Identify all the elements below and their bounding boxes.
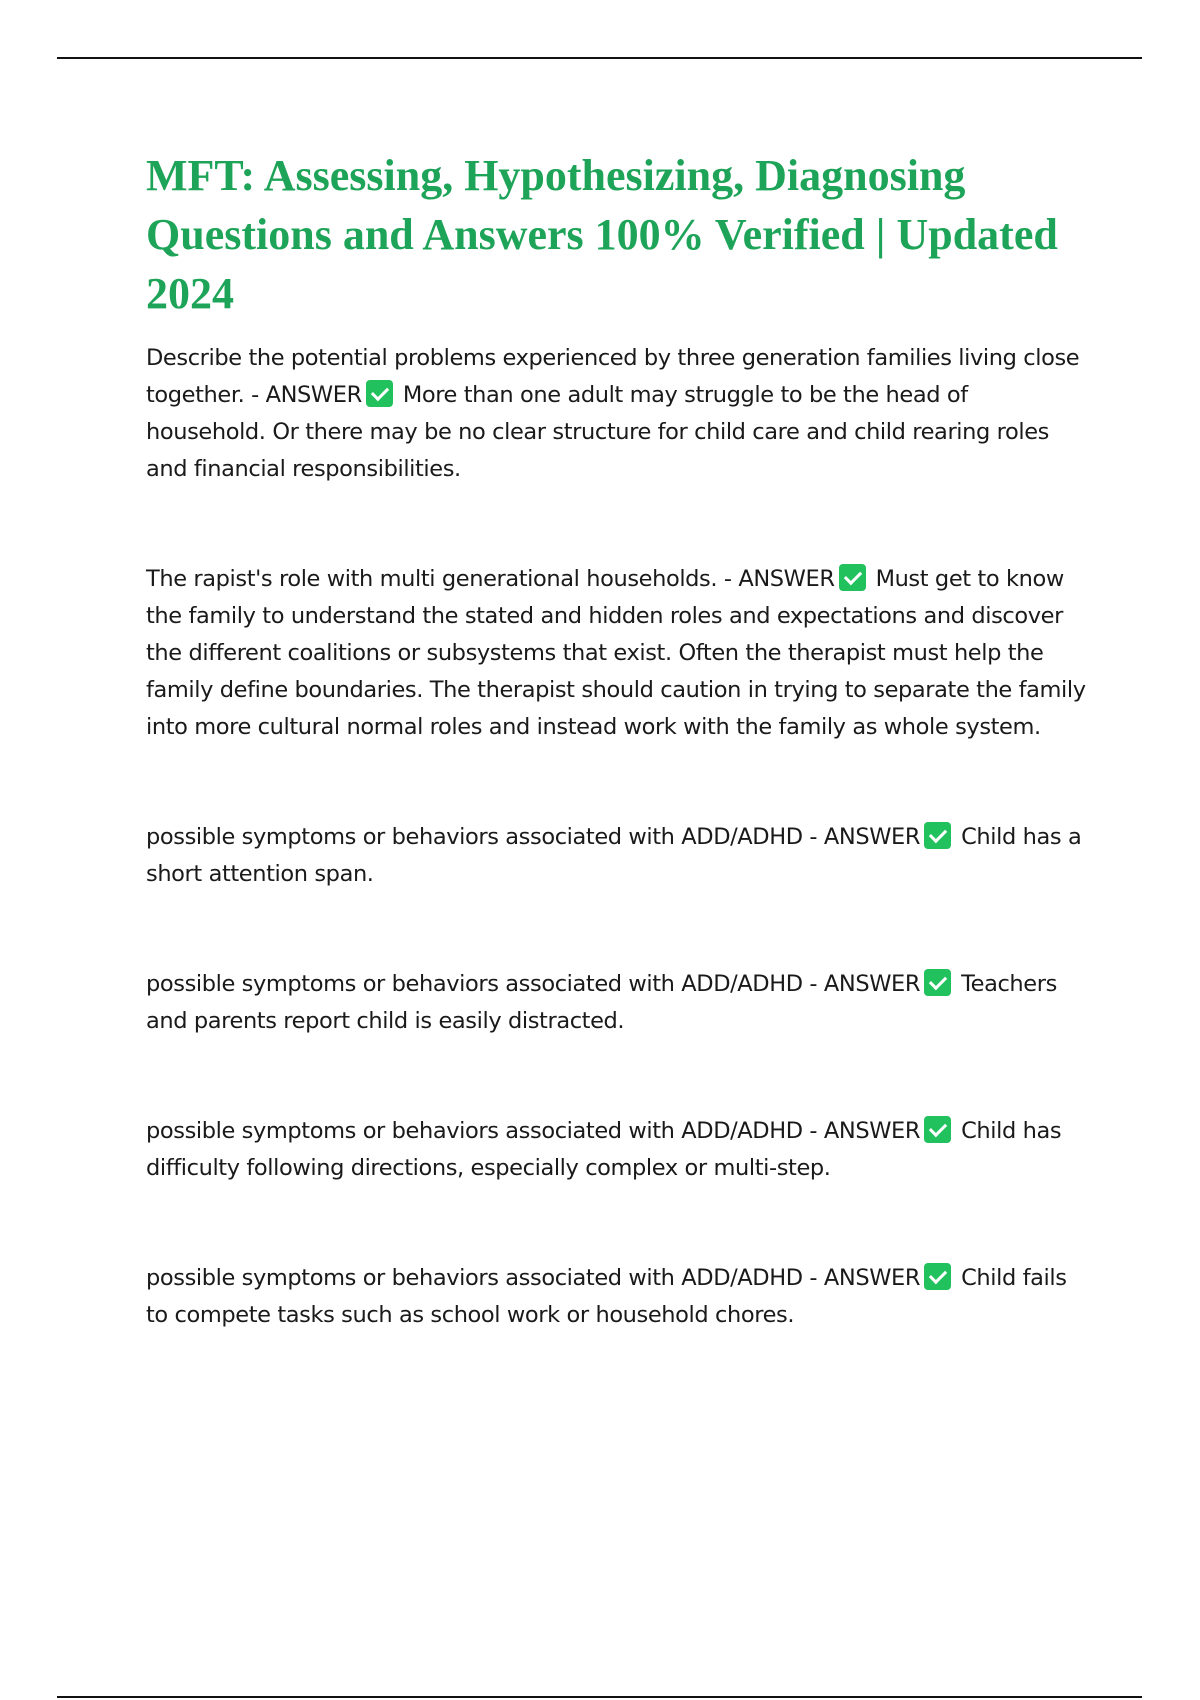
answer-text: Teachers and parents report child is easily distracted. xyxy=(146,971,1057,1034)
question-text: Describe the potential problems experienced by three generation families living close together. - ANSWER xyxy=(146,345,1080,408)
qa-entry xyxy=(146,966,1086,1040)
check-mark-icon xyxy=(924,822,951,849)
qa-entry xyxy=(146,1260,1086,1334)
answer-text: More than one adult may struggle to be the head of household. Or there may be no clear structure for child care and child rearing roles and financial responsibilities. xyxy=(146,382,1049,482)
check-mark-icon xyxy=(839,564,866,591)
question-text: possible symptoms or behaviors associated with ADD/ADHD - ANSWER xyxy=(146,824,921,850)
qa-entry xyxy=(146,340,1086,488)
answer-text: Must get to know the family to understand the stated and hidden roles and expectations and discover the different coalitions or subsystems that exist. Often the therapist must help the family define boundaries. The therapist should caution in trying to separate the family into more cultural normal roles and instead work with the family as whole system. xyxy=(146,566,1086,740)
answer-text: Child has a short attention span. xyxy=(146,824,1082,887)
document-body xyxy=(146,146,1086,1334)
bottom-rule xyxy=(57,1696,1142,1698)
answer-text: Child fails to compete tasks such as school work or household chores. xyxy=(146,1265,1067,1328)
question-text: The rapist's role with multi generational households. - ANSWER xyxy=(146,566,835,592)
check-mark-icon xyxy=(924,969,951,996)
check-mark-icon xyxy=(366,380,393,407)
question-text: possible symptoms or behaviors associated with ADD/ADHD - ANSWER xyxy=(146,1118,921,1144)
question-text: possible symptoms or behaviors associated with ADD/ADHD - ANSWER xyxy=(146,971,921,997)
answer-text: Child has difficulty following directions, especially complex or multi-step. xyxy=(146,1118,1062,1181)
qa-entry xyxy=(146,561,1086,746)
qa-entry xyxy=(146,1113,1086,1187)
document-title: MFT: Assessing, Hypothesizing, Diagnosing Questions and Answers 100% Verified | Updated 2024 xyxy=(146,151,1058,318)
top-rule xyxy=(57,57,1142,59)
qa-entry xyxy=(146,819,1086,893)
check-mark-icon xyxy=(924,1263,951,1290)
question-text: possible symptoms or behaviors associated with ADD/ADHD - ANSWER xyxy=(146,1265,921,1291)
check-mark-icon xyxy=(924,1116,951,1143)
